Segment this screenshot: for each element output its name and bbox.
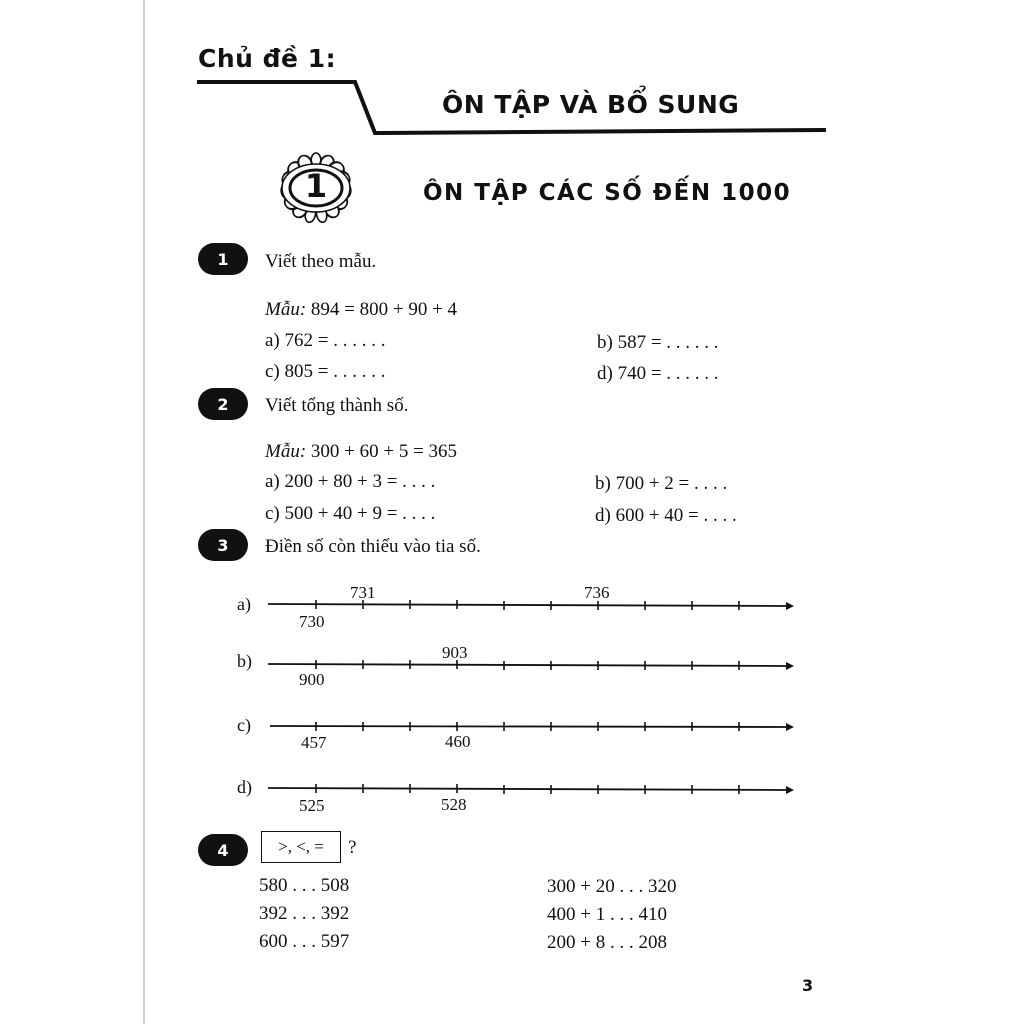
chapter-title: ÔN TẬP VÀ BỔ SUNG xyxy=(442,90,740,119)
number-line-d xyxy=(0,774,1024,804)
exercise-instruction: Điền số còn thiếu vào tia số. xyxy=(265,536,481,557)
chapter-label: Chủ đề 1: xyxy=(198,44,337,73)
example-label: Mẫu: xyxy=(265,299,307,320)
comparison-item: 392 . . . 392 xyxy=(259,903,350,924)
number-line-value: 528 xyxy=(441,795,467,814)
exercise-instruction: Viết tổng thành số. xyxy=(265,395,409,416)
number-line-value: 731 xyxy=(350,583,376,602)
exercise-badge: 1 xyxy=(198,243,248,275)
page-edge xyxy=(143,0,145,1024)
comparison-symbols-box: >, <, = xyxy=(261,831,341,863)
exercise-instruction: Viết theo mẫu. xyxy=(265,251,377,272)
page-number: 3 xyxy=(802,976,814,995)
question-mark: ? xyxy=(348,837,357,858)
exercise-badge: 4 xyxy=(198,834,248,866)
number-line-value: 903 xyxy=(442,643,468,662)
number-line-label: a) xyxy=(237,594,251,614)
number-line-b xyxy=(0,650,1024,680)
number-line-label: c) xyxy=(237,715,251,735)
exercise-item: c) 500 + 40 + 9 = . . . . xyxy=(265,503,436,524)
comparison-item: 300 + 20 . . . 320 xyxy=(547,876,677,897)
example-label: Mẫu: xyxy=(265,441,307,462)
exercise-badge: 3 xyxy=(198,529,248,561)
number-line-value: 736 xyxy=(584,583,610,602)
comparison-item: 200 + 8 . . . 208 xyxy=(547,932,667,953)
number-line-c xyxy=(0,711,1024,741)
number-line-value: 900 xyxy=(299,670,325,689)
number-line-a xyxy=(0,590,1024,620)
number-line-label: d) xyxy=(237,777,252,797)
number-line-label: b) xyxy=(237,651,252,671)
exercise-item: a) 200 + 80 + 3 = . . . . xyxy=(265,471,436,492)
number-line-value: 457 xyxy=(301,733,327,752)
exercise-item: a) 762 = . . . . . . xyxy=(265,330,386,351)
exercise-item: b) 587 = . . . . . . xyxy=(597,332,719,353)
exercise-badge: 2 xyxy=(198,388,248,420)
number-line-value: 460 xyxy=(445,732,471,751)
lesson-number: 1 xyxy=(304,167,328,205)
exercise-item: d) 600 + 40 = . . . . xyxy=(595,505,737,526)
number-line-value: 730 xyxy=(299,612,325,631)
chapter-header-line xyxy=(0,0,1024,140)
number-line-value: 525 xyxy=(299,796,325,815)
example-text: 300 + 60 + 5 = 365 xyxy=(310,441,458,462)
exercise-item: d) 740 = . . . . . . xyxy=(597,363,719,384)
comparison-item: 400 + 1 . . . 410 xyxy=(547,904,667,925)
lesson-title: ÔN TẬP CÁC SỐ ĐẾN 1000 xyxy=(423,180,792,206)
comparison-item: 600 . . . 597 xyxy=(259,931,350,952)
exercise-item: c) 805 = . . . . . . xyxy=(265,361,386,382)
example-text: 894 = 800 + 90 + 4 xyxy=(310,299,458,320)
exercise-item: b) 700 + 2 = . . . . xyxy=(595,473,728,494)
comparison-item: 580 . . . 508 xyxy=(259,875,350,896)
